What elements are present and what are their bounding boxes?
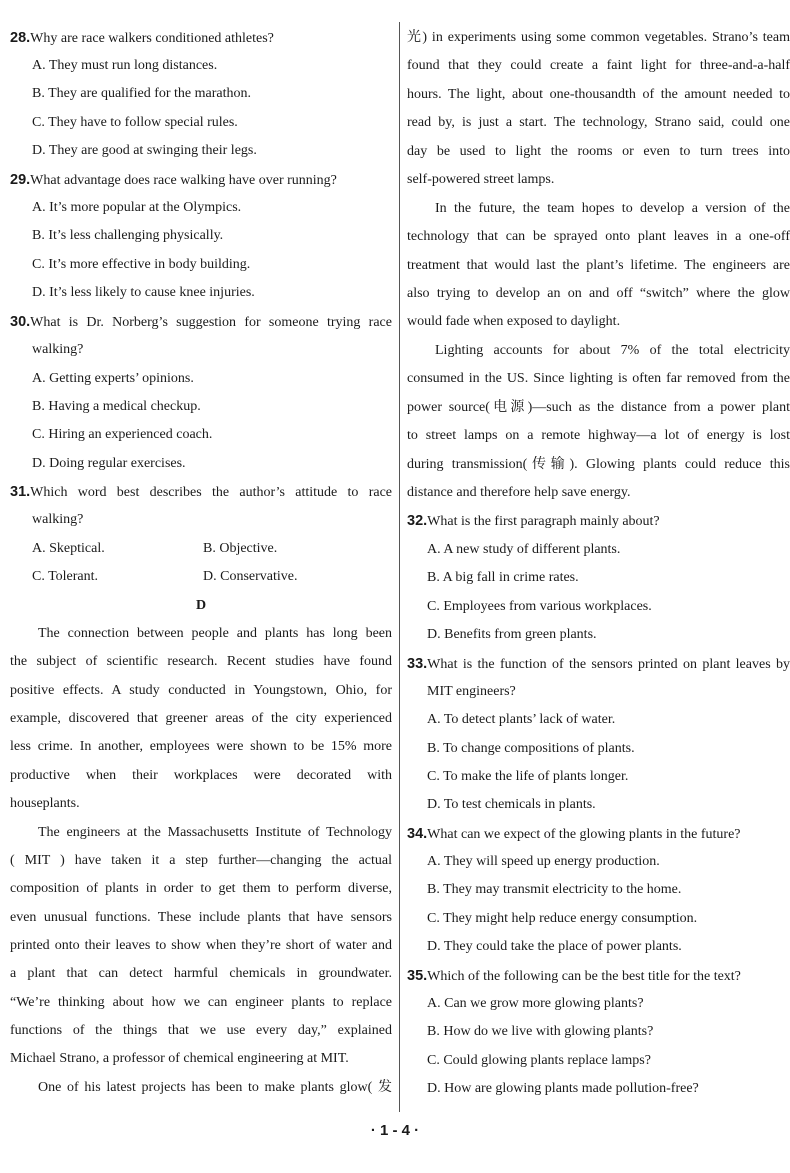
q29-option-d[interactable]: D. It’s less likely to cause knee injuries. bbox=[32, 285, 255, 300]
para5-line: Lighting accounts for about 7% of the total electricity bbox=[435, 343, 790, 358]
q32-option-c[interactable]: C. Employees from various workplaces. bbox=[427, 599, 652, 614]
q28-option-d[interactable]: D. They are good at swinging their legs. bbox=[32, 143, 257, 158]
q31-option-d[interactable]: D. Conservative. bbox=[203, 569, 298, 584]
para5-line: distance and therefore help save energy. bbox=[407, 485, 631, 500]
para2-line: a plant that can detect harmful chemicals in groundwater. bbox=[10, 966, 392, 981]
q31-option-b[interactable]: B. Objective. bbox=[203, 541, 278, 556]
para1-line: example, discovered that greener areas of the city experienced bbox=[10, 711, 392, 726]
para5-line: during transmission(传输). Glowing plants could reduce this bbox=[407, 457, 790, 472]
para2-line: composition of plants in order to get them to perform diverse, bbox=[10, 881, 392, 896]
q28-option-a[interactable]: A. They must run long distances. bbox=[32, 58, 218, 73]
q28-option-c[interactable]: C. They have to follow special rules. bbox=[32, 115, 238, 130]
para1-line: the subject of scientific research. Recent studies have found bbox=[10, 654, 392, 669]
para2-line: “We’re thinking about how we can engineer plants to replace bbox=[10, 995, 392, 1010]
question-28: 28.Why are race walkers conditioned athletes? bbox=[10, 30, 274, 46]
para3-line: One of his latest projects has been to make plants glow( 发 bbox=[38, 1080, 392, 1095]
para2-line: ( MIT ) have taken it a step further—changing the actual bbox=[10, 853, 392, 868]
question-33: 33.What is the function of the sensors printed on plant leaves by bbox=[407, 656, 790, 672]
q31-option-c[interactable]: C. Tolerant. bbox=[32, 569, 99, 584]
column-divider bbox=[399, 22, 400, 1112]
para3-line: 光) in experiments using some common vegetables. Strano’s team bbox=[407, 30, 790, 45]
para3-line: read by, is just a start. The technology, Strano said, could one bbox=[407, 115, 790, 130]
q33-option-d[interactable]: D. To test chemicals in plants. bbox=[427, 797, 596, 812]
para3-line: found that they could create a faint light for three-and-a-half bbox=[407, 58, 790, 73]
section-heading: D bbox=[195, 598, 207, 613]
para1-line: productive when their workplaces were decorated with bbox=[10, 768, 392, 783]
para1-line: houseplants. bbox=[10, 796, 80, 811]
q34-option-b[interactable]: B. They may transmit electricity to the home. bbox=[427, 882, 682, 897]
question-35: 35.Which of the following can be the best title for the text? bbox=[407, 968, 741, 984]
para2-line: Michael Strano, a professor of chemical engineering at MIT. bbox=[10, 1051, 349, 1066]
question-34: 34.What can we expect of the glowing plants in the future? bbox=[407, 826, 741, 842]
para4-line: also trying to develop an on and off “switch” where the glow bbox=[407, 286, 790, 301]
q30-option-b[interactable]: B. Having a medical checkup. bbox=[32, 399, 201, 414]
para1-line: The connection between people and plants has long been bbox=[38, 626, 392, 641]
q33-option-c[interactable]: C. To make the life of plants longer. bbox=[427, 769, 629, 784]
para5-line: power source(电源)—such as the distance from a power plant bbox=[407, 400, 790, 415]
para5-line: consumed in the US. Since lighting is often far removed from the bbox=[407, 371, 790, 386]
q29-option-c[interactable]: C. It’s more effective in body building. bbox=[32, 257, 251, 272]
para2-line: The engineers at the Massachusetts Institute of Technology bbox=[38, 825, 392, 840]
q31-option-a[interactable]: A. Skeptical. bbox=[32, 541, 105, 556]
q35-option-a[interactable]: A. Can we grow more glowing plants? bbox=[427, 996, 644, 1011]
para3-line: day be used to light the rooms or even to turn trees into bbox=[407, 144, 790, 159]
para2-line: functions of the things that we use every day,” explained bbox=[10, 1023, 392, 1038]
q33-option-a[interactable]: A. To detect plants’ lack of water. bbox=[427, 712, 616, 727]
para3-line: hours. The light, about one-thousandth of the amount needed to bbox=[407, 87, 790, 102]
para2-line: printed onto their leaves to show when they’re short of water and bbox=[10, 938, 392, 953]
q34-option-d[interactable]: D. They could take the place of power plants. bbox=[427, 939, 682, 954]
q30-option-a[interactable]: A. Getting experts’ opinions. bbox=[32, 371, 194, 386]
q28-option-b[interactable]: B. They are qualified for the marathon. bbox=[32, 86, 251, 101]
para2-line: even unusual functions. These include plants that have sensors bbox=[10, 910, 392, 925]
q32-option-b[interactable]: B. A big fall in crime rates. bbox=[427, 570, 579, 585]
page-number: · 1 - 4 · bbox=[370, 1122, 420, 1139]
q35-option-c[interactable]: C. Could glowing plants replace lamps? bbox=[427, 1053, 651, 1068]
para3-line: self-powered street lamps. bbox=[407, 172, 555, 187]
q29-option-a[interactable]: A. It’s more popular at the Olympics. bbox=[32, 200, 242, 215]
para4-line: In the future, the team hopes to develop a version of the bbox=[435, 201, 790, 216]
q32-option-d[interactable]: D. Benefits from green plants. bbox=[427, 627, 597, 642]
question-31-cont: walking? bbox=[32, 512, 84, 527]
question-33-cont: MIT engineers? bbox=[427, 684, 516, 699]
q33-option-b[interactable]: B. To change compositions of plants. bbox=[427, 741, 635, 756]
para4-line: would fade when exposed to daylight. bbox=[407, 314, 621, 329]
q30-option-c[interactable]: C. Hiring an experienced coach. bbox=[32, 427, 213, 442]
q34-option-a[interactable]: A. They will speed up energy production. bbox=[427, 854, 660, 869]
para1-line: less crime. In another, employees were shown to be 15% more bbox=[10, 739, 392, 754]
para4-line: technology that can be sprayed onto plant leaves in a one-off bbox=[407, 229, 790, 244]
q35-option-d[interactable]: D. How are glowing plants made pollution-free? bbox=[427, 1081, 699, 1096]
q34-option-c[interactable]: C. They might help reduce energy consumption. bbox=[427, 911, 698, 926]
para1-line: positive effects. A study conducted in Youngstown, Ohio, for bbox=[10, 683, 392, 698]
para5-line: to street lamps on a remote highway—a lot of energy is lost bbox=[407, 428, 790, 443]
question-31: 31.Which word best describes the author’s attitude to race bbox=[10, 484, 392, 500]
question-32: 32.What is the first paragraph mainly about? bbox=[407, 513, 660, 529]
question-30-cont: walking? bbox=[32, 342, 84, 357]
q29-option-b[interactable]: B. It’s less challenging physically. bbox=[32, 228, 224, 243]
question-30: 30.What is Dr. Norberg’s suggestion for someone trying race bbox=[10, 314, 392, 330]
q30-option-d[interactable]: D. Doing regular exercises. bbox=[32, 456, 186, 471]
q35-option-b[interactable]: B. How do we live with glowing plants? bbox=[427, 1024, 654, 1039]
question-29: 29.What advantage does race walking have over running? bbox=[10, 172, 337, 188]
q32-option-a[interactable]: A. A new study of different plants. bbox=[427, 542, 621, 557]
para4-line: treatment that would last the plant’s lifetime. The engineers are bbox=[407, 258, 790, 273]
